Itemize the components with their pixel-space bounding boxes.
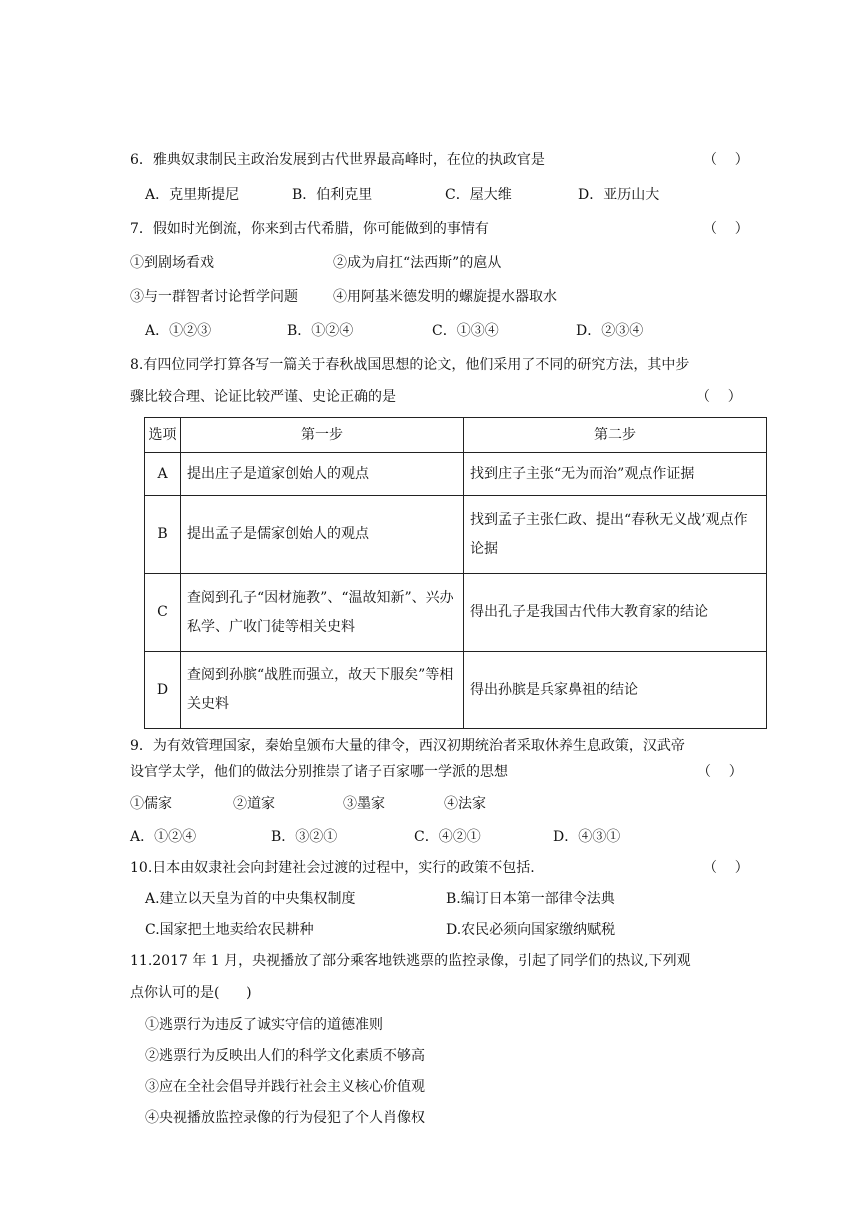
table-row <box>145 652 767 729</box>
q8-paren: （ ） <box>696 389 742 405</box>
table-row <box>145 496 767 574</box>
row-a-step1: 提出庄子是道家创始人的观点 <box>181 453 464 496</box>
q7-item-4: ④用阿基米德发明的螺旋提水器取水 <box>333 289 557 305</box>
q11-item-4: ④央视播放监控录像的行为侵犯了个人肖像权 <box>145 1110 425 1126</box>
row-b-step1: 提出孟子是儒家创始人的观点 <box>181 496 464 574</box>
row-c-step2: 得出孔子是我国古代伟大教育家的结论 <box>464 574 767 652</box>
row-a-step2: 找到庄子主张“无为而治”观点作证据 <box>464 453 767 496</box>
q9-option-b: B．③②① <box>271 829 338 845</box>
header-option: 选项 <box>145 418 181 453</box>
q11-item-3: ③应在全社会倡导并践行社会主义核心价值观 <box>145 1079 425 1095</box>
q7-item-1: ①到剧场看戏 <box>130 255 214 271</box>
header-step2: 第二步 <box>464 418 767 453</box>
q7-option-b: B．①②④ <box>287 323 354 339</box>
q9-item-1: ①儒家 <box>130 796 172 812</box>
q9-item-4: ④法家 <box>444 796 486 812</box>
q9-stem-line1: 9．为有效管理国家，秦始皇颁布大量的律令，西汉初期统治者采取休养生息政策，汉武帝 <box>130 738 685 754</box>
row-a-option: A <box>145 453 181 496</box>
row-d-step1: 查阅到孙膑“战胜而强立，故天下服矣”等相关史料 <box>181 652 464 729</box>
q10-option-a: A.建立以天皇为首的中央集权制度 <box>145 891 356 907</box>
row-d-option: D <box>145 652 181 729</box>
q7-item-2: ②成为肩扛“法西斯”的扈从 <box>333 255 502 271</box>
table-row <box>145 574 767 652</box>
q6-option-a: A．克里斯提尼 <box>145 187 240 203</box>
q9-option-d: D．④③① <box>553 829 621 845</box>
q7-stem: 7．假如时光倒流，你来到古代希腊，你可能做到的事情有 <box>130 221 489 237</box>
q9-option-c: C．④②① <box>414 829 481 845</box>
header-step1: 第一步 <box>181 418 464 453</box>
q8-stem-line2: 骤比较合理、论证比较严谨、史论正确的是 <box>130 389 396 405</box>
q9-stem-line2: 设官学太学，他们的做法分别推崇了诸子百家哪一学派的思想 <box>130 764 508 780</box>
row-b-option: B <box>145 496 181 574</box>
q11-stem-line2: 点你认可的是( ) <box>130 985 252 1001</box>
q9-item-2: ②道家 <box>233 796 275 812</box>
q9-item-3: ③墨家 <box>343 796 385 812</box>
q11-item-2: ②逃票行为反映出人们的科学文化素质不够高 <box>145 1048 425 1064</box>
q6-option-d: D．亚历山大 <box>578 187 660 203</box>
row-b-step2: 找到孟子主张仁政、提出“春秋无义战’观点作论据 <box>464 496 767 574</box>
table-row <box>145 453 767 496</box>
q7-paren: （ ） <box>703 221 749 237</box>
row-c-step1: 查阅到孔子“因材施教”、“温故知新”、兴办私学、广收门徒等相关史料 <box>181 574 464 652</box>
q6-option-b: B．伯利克里 <box>292 187 373 203</box>
q6-option-c: C．屋大维 <box>445 187 512 203</box>
q9-option-a: A．①②④ <box>130 829 197 845</box>
q11-stem-line1: 11.2017 年 1 月，央视播放了部分乘客地铁逃票的监控录像，引起了同学们的热议,下列观 <box>130 953 691 969</box>
q10-option-c: C.国家把土地卖给农民耕种 <box>145 922 314 938</box>
q10-stem: 10.日本由奴隶社会向封建社会过渡的过程中，实行的政策不包括. <box>130 860 535 876</box>
q8-table <box>144 417 767 729</box>
row-c-option: C <box>145 574 181 652</box>
q8-stem-line1: 8.有四位同学打算各写一篇关于春秋战国思想的论文，他们采用了不同的研究方法，其中步 <box>130 357 690 373</box>
q10-paren: （ ） <box>703 860 749 876</box>
q7-option-c: C．①③④ <box>432 323 499 339</box>
q6-paren: （ ） <box>703 152 749 168</box>
q7-item-3: ③与一群智者讨论哲学问题 <box>130 289 298 305</box>
q9-paren: （ ） <box>697 764 743 780</box>
table-header-row <box>145 418 767 453</box>
q7-option-d: D．②③④ <box>576 323 644 339</box>
q10-option-d: D.农民必须向国家缴纳赋税 <box>446 922 616 938</box>
q11-item-1: ①逃票行为违反了诚实守信的道德准则 <box>145 1017 383 1033</box>
row-d-step2: 得出孙膑是兵家鼻祖的结论 <box>464 652 767 729</box>
q10-option-b: B.编订日本第一部律令法典 <box>446 891 615 907</box>
q6-stem: 6．雅典奴隶制民主政治发展到古代世界最高峰时，在位的执政官是 <box>130 152 545 168</box>
q7-option-a: A．①②③ <box>145 323 212 339</box>
